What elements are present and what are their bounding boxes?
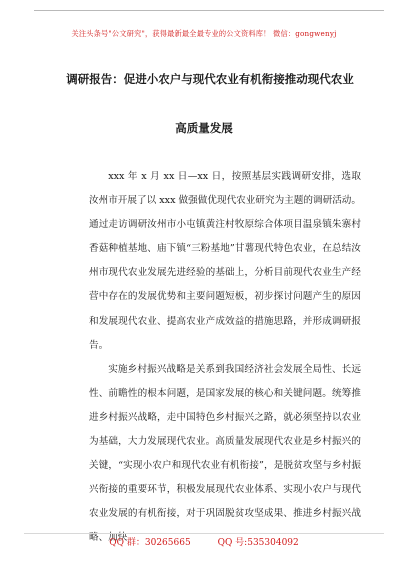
document-body xyxy=(89,165,361,551)
paragraph-1: xxx 年 x 月 xx 日—xx 日，按照基层实践调研安排，选取汝州市开展了以 xxx 做强做优现代农业研究为主题的调研活动。通过走访调研汝州市小屯镇黄注村牧原综合体项目温泉镇朱寨村香菇种植基地、庙下镇“三粉基地”甘薯现代特色农业，在总结汝州市现代农业发展先进经验的基础上，分析目前现代农业生产经营中存在的发展优势和主要问题短板，初步探讨问题产生的原因和发展现代农业、提高农业产成效益的措施思路，并形成调研报告。 xyxy=(89,171,361,351)
header-banner xyxy=(0,0,408,47)
paragraph-2: 实施乡村振兴战略是关系到我国经济社会发展全局性、长远性、前瞻性的根本问题，是国家发展的核心和关键问题。统筹推进乡村振兴战略，走中国特色乡村振兴之路，就必须坚持以农业为基础，大力发展现代农业。高质量发展现代农业是乡村振兴的关键，“实现小农户和现代农业有机衔接”，是脱贫攻坚与乡村振兴衔接的重要环节，积极发展现代农业体系、实现小农户与现代农业发展的有机衔接，对于巩固脱贫攻坚成果、推进乡村振兴战略、加快 xyxy=(89,363,361,544)
document-title: 调研报告：促进小农户与现代农业有机衔接推动现代农业 xyxy=(66,72,354,86)
footer-contact xyxy=(0,537,408,550)
qq-group-label: QQ 群：30265665 xyxy=(109,538,191,548)
qq-number-label: QQ 号:535304092 xyxy=(217,538,299,548)
header-divider xyxy=(34,10,384,11)
document-subtitle: 高质量发展 xyxy=(175,121,233,135)
footer-divider xyxy=(24,533,384,534)
footer-banner xyxy=(0,533,408,580)
header-notice: 关注头条号"公文研究"，获得最新最全最专业的公文资料库！ 微信：gongwenyj xyxy=(71,29,337,38)
